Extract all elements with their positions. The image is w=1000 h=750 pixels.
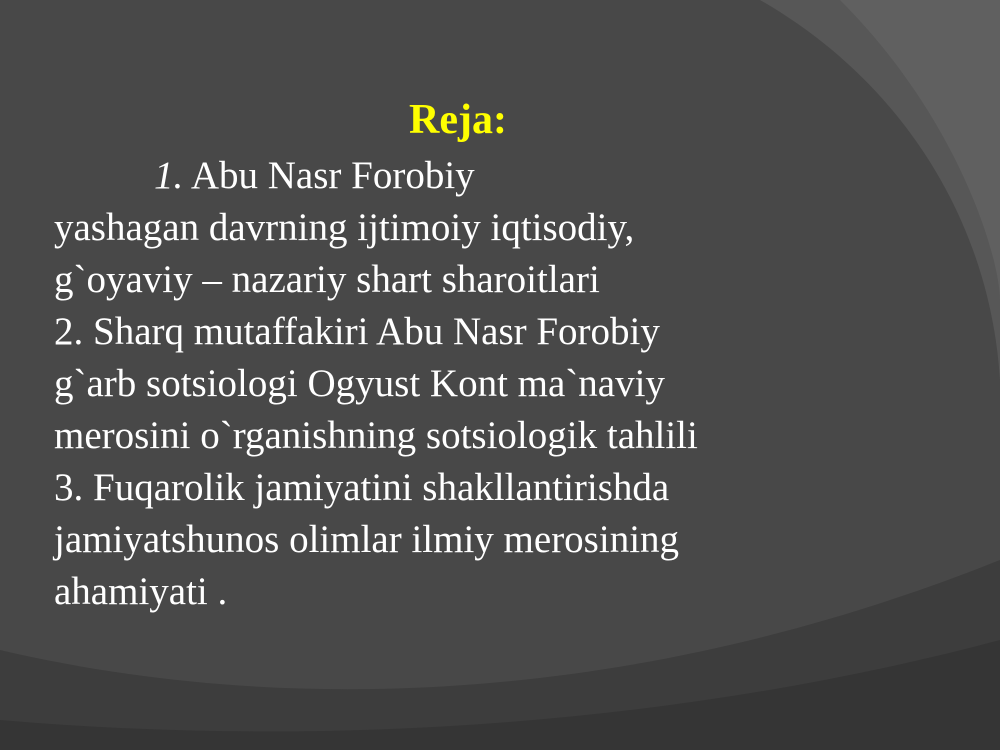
plan-item-1-text: Abu Nasr Forobiy: [183, 154, 475, 197]
plan-line: merosini o`rganishning sotsiologik tahlili: [54, 414, 698, 457]
plan-item-1-number: 1.: [154, 154, 184, 197]
plan-line: yashagan davrning ijtimoiy iqtisodiy,: [54, 206, 635, 249]
plan-line: g`arb sotsiologi Ogyust Kont ma`naviy: [54, 362, 665, 405]
slide-title: Reja:: [409, 97, 507, 143]
plan-item-1-heading: [54, 150, 698, 202]
plan-line: ahamiyati .: [54, 570, 228, 613]
plan-line: 2. Sharq mutaffakiri Abu Nasr Forobiy: [54, 310, 660, 353]
plan-line: 3. Fuqarolik jamiyatini shakllantirishda: [54, 466, 670, 509]
plan-list: [54, 150, 698, 618]
plan-line: g`oyaviy – nazariy shart sharoitlari: [54, 258, 600, 301]
plan-line: jamiyatshunos olimlar ilmiy merosining: [54, 518, 680, 561]
